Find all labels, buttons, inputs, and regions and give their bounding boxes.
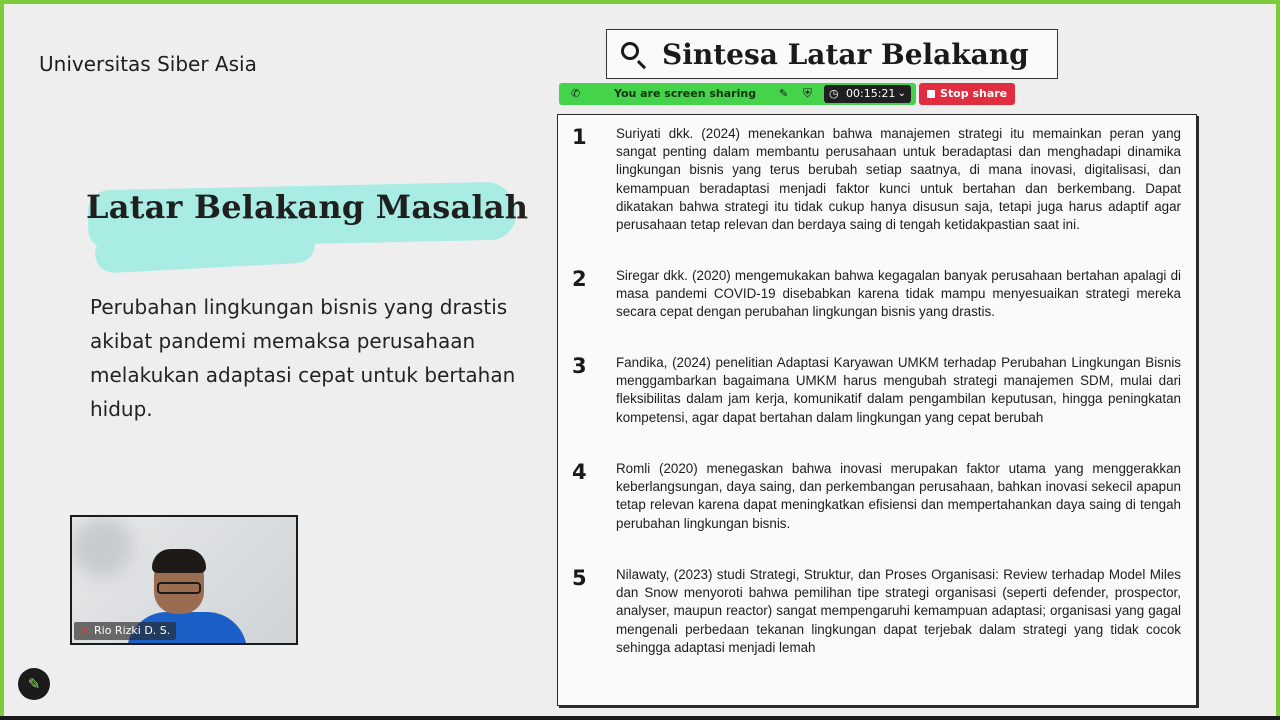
item-number: 5	[572, 566, 587, 590]
slide-title-box	[606, 29, 1058, 79]
annotate-button[interactable]	[18, 668, 50, 700]
video-background	[72, 517, 132, 577]
item-text: Romli (2020) menegaskan bahwa inovasi merupakan faktor utama yang menggerakkan keberlangsungan, daya saing, dan perkembangan perusahaan, bahkan inovasi sekecil apapun tetap relevan karena dapat meningkatkan efisiensi dan mempertahankan daya saing di tengah perubahan lingkungan bisnis.	[616, 461, 1181, 531]
participant-name-tag	[74, 622, 176, 640]
item-text: Nilawaty, (2023) studi Strategi, Struktur, dan Proses Organisasi: Review terhadap Model Miles dan Snow menyoroti bahwa pemilihan tipe strategi organisasi (seperti defender, prospector, analyser, maupun reactor) sangat mempengaruhi kemampuan adaptasi; organisasi yang gagal mengenali perbedaan tekanan lingkungan dapat terjebak dalam strategi yang tidak cocok sehingga adaptasi menjadi lemah	[616, 567, 1181, 655]
shield-icon[interactable]: ⛨	[803, 86, 813, 100]
institution-name: Universitas Siber Asia	[39, 52, 257, 76]
item-text: Fandika, (2024) penelitian Adaptasi Karyawan UMKM terhadap Perubahan Lingkungan Bisnis menggambarkan bagaimana UMKM harus mengubah strategi manajemen SDM, mulai dari fleksibilitas dalam jam kerja, komunikatif dalam pengambilan keputusan, hingga peningkatan kompetensi, agar dapat bertahan dalam lingkungan yang cepat berubah	[616, 355, 1181, 425]
lead-paragraph: Perubahan lingkungan bisnis yang drastis akibat pandemi memaksa perusahaan melakukan adaptasi cepat untuk bertahan hidup.	[90, 295, 516, 421]
window-frame-top	[0, 0, 1280, 4]
item-number: 2	[572, 267, 587, 291]
screen-share-bar[interactable]	[559, 83, 916, 105]
share-timer-dropdown[interactable]	[824, 85, 911, 103]
slide-heading: Latar Belakang Masalah	[86, 188, 529, 226]
slide-subtitle: Sintesa Latar Belakang	[662, 38, 1029, 71]
pencil-icon: ✎	[27, 675, 41, 693]
participant-hair	[152, 549, 206, 573]
window-frame-right	[1276, 0, 1280, 720]
share-status-text: You are screen sharing	[614, 87, 757, 100]
stop-icon	[927, 90, 935, 98]
stop-share-button[interactable]	[919, 83, 1015, 105]
share-timer: 00:15:21	[846, 87, 896, 100]
mic-muted-icon[interactable]: ✎	[779, 87, 789, 100]
participant-video-tile[interactable]	[70, 515, 298, 645]
item-text: Suriyati dkk. (2024) menekankan bahwa manajemen strategi itu memainkan peran yang sangat penting dalam membantu perusahaan untuk beradaptasi dan menghadapi dinamika lingkungan bisnis yang terus berubah setiap saatnya, di mana inovasi, digitalisasi, dan kemampuan beradaptasi menjadi faktor kunci untuk bertahan dan berkembang. Dapat dikatakan bahwa strategi itu tidak cukup hanya disusun saja, tetapi juga harus adaptif agar perusahaan tetap relevan dan berdaya saing di tengah ketidakpastian saat ini.	[616, 126, 1181, 233]
phone-icon: ✆	[571, 87, 581, 100]
mic-muted-icon: ✕	[80, 624, 90, 637]
chevron-down-icon: ⌄	[897, 88, 906, 99]
search-icon	[621, 42, 639, 60]
item-text: Siregar dkk. (2020) mengemukakan bahwa kegagalan banyak perusahaan bertahan apalagi di masa pandemi COVID-19 disebabkan karena tidak mampu menyesuaikan strategi mereka secara cepat dengan perubahan lingkungan bisnis yang drastis.	[616, 268, 1181, 320]
item-number: 1	[572, 125, 587, 149]
window-frame-left	[0, 0, 4, 720]
stop-share-label: Stop share	[940, 87, 1008, 100]
window-frame-bottom	[0, 716, 1280, 720]
synthesis-panel	[557, 114, 1197, 706]
clock-icon: ◷	[829, 87, 839, 100]
item-number: 3	[572, 354, 587, 378]
item-number: 4	[572, 460, 587, 484]
participant-glasses	[157, 582, 201, 594]
participant-name: Rio Rizki D. S.	[94, 624, 171, 637]
